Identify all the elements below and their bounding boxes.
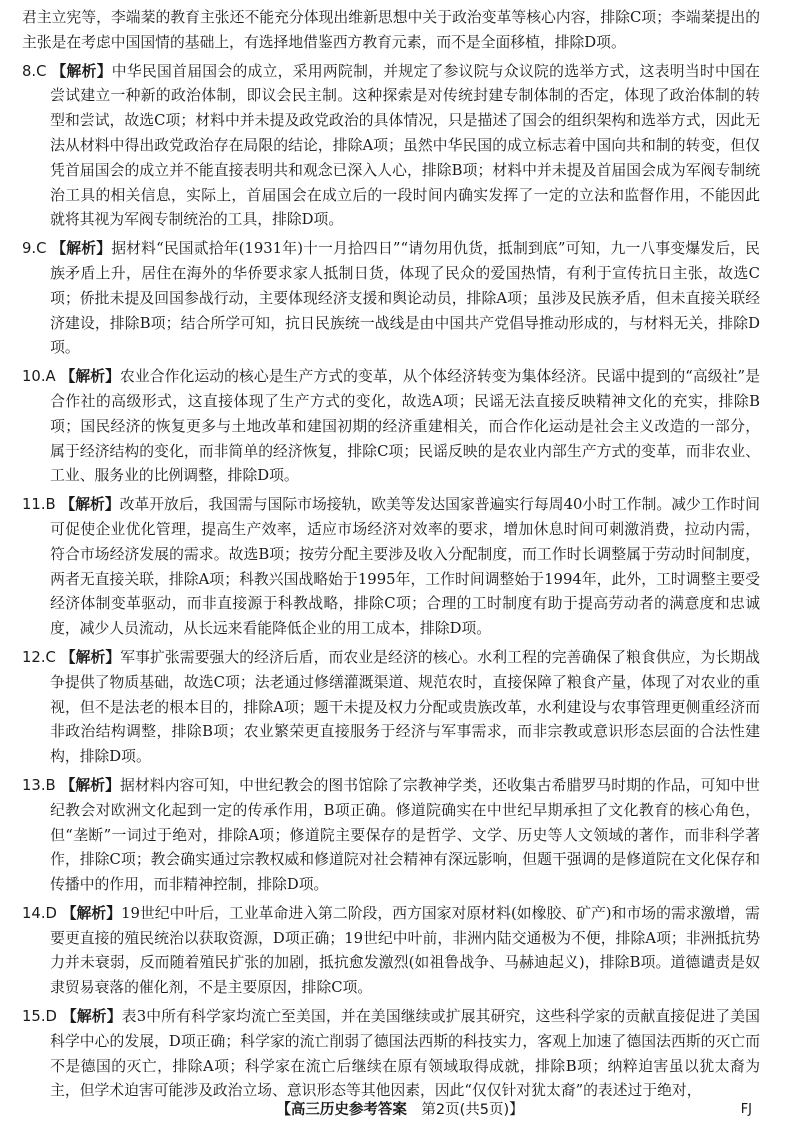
answer-letter: C <box>36 240 47 258</box>
answer-letter: B <box>45 776 56 794</box>
page-footer <box>0 1097 800 1123</box>
footer-code: FJ <box>740 1102 752 1117</box>
answer-letter: C <box>36 62 47 80</box>
answer-item <box>22 902 760 1001</box>
answer-item <box>22 1005 760 1104</box>
answer-paragraph <box>22 1005 760 1104</box>
answer-item <box>22 365 760 489</box>
question-number: 11. <box>22 496 46 514</box>
question-number: 9. <box>22 240 37 258</box>
footer-center <box>0 1097 800 1123</box>
analysis-text: 19世纪中叶后，工业革命进入第二阶段，西方国家对原材料(如橡胶、矿产)和市场的需求激增，需要更直接的殖民统治以获取资源，D项正确；19世纪中叶前，非洲内陆交通极为不便，排除A项；非洲抵抗势力并未衰弱，反而随着殖民扩张的加剧，抵抗愈发激烈(如祖鲁战争、马赫迪起义)，排除B项。道德谴责是奴隶贸易衰落的催化剂，不是主要原因，排除C项。 <box>50 904 760 997</box>
question-number: 14. <box>22 904 46 922</box>
question-number: 10. <box>22 368 46 386</box>
analysis-tag: 【解析】 <box>60 496 120 514</box>
analysis-text: 据材料“民国贰拾年(1931年)十一月拾四日”“请勿用仇货，抵制到底”可知，九一八事变爆发后，民族矛盾上升，居住在海外的华侨要求家人抵制日货，体现了民众的爱国热情，有利于宣传抗日主张，故选C项；侨批未提及回国参战行动，主要体现经济支援和舆论动员，排除A项；虽涉及民族矛盾，但未直接关联经济建设，排除B项；结合所学可知，抗日民族统一战线是由中国共产党倡导推动形成的，与材料无关，排除D项。 <box>50 240 760 357</box>
analysis-tag: 【解析】 <box>60 368 120 386</box>
question-number: 12. <box>22 648 46 666</box>
analysis-text: 表3中所有科学家均流亡至美国，并在美国继续或扩展其研究，这些科学家的贡献直接促进了美国科学中心的发展，D项正确；科学家的流亡削弱了德国法西斯的科技实力，客观上加速了德国法西斯的灭亡而不是德国的灭亡，排除A项；科学家在流亡后继续在原有领域取得成就，排除B项；纳粹迫害虽以犹太裔为主，但学术迫害可能涉及政治立场、意识形态等其他因素，因此“仅仅针对犹太裔”的表述过于绝对， <box>50 1008 760 1100</box>
question-number: 8. <box>22 62 37 80</box>
answer-paragraph <box>22 774 760 898</box>
answer-paragraph <box>22 365 760 489</box>
answer-item <box>22 646 760 770</box>
answer-item <box>22 774 760 898</box>
answer-letter: D <box>45 904 57 922</box>
answer-letter: A <box>45 368 56 386</box>
answer-paragraph <box>22 493 760 642</box>
answer-item <box>22 60 760 234</box>
analysis-tag: 【解析】 <box>61 1008 122 1026</box>
footer-title: 【高三历史参考答案 <box>276 1102 407 1118</box>
footer-page-number: 第2页(共5页)】 <box>421 1102 524 1118</box>
answer-paragraph <box>22 237 760 361</box>
analysis-tag: 【解析】 <box>61 904 122 922</box>
analysis-tag: 【解析】 <box>51 240 112 258</box>
analysis-text: 改革开放后，我国需与国际市场接轨，欧美等发达国家普遍实行每周40小时工作制。减少工作时间可促使企业优化管理，提高生产效率，适应市场经济对效率的要求，增加休息时间可刺激消费，拉动内需，符合市场经济发展的需求。故选B项；按劳分配主要涉及收入分配制度，而工作时长调整属于劳动时间制度，两者无直接关联，排除A项；科教兴国战略始于1995年，工作时间调整始于1994年，此外，工时调整主要受经济体制变革驱动，而非直接源于科教战略，排除C项；合理的工时制度有助于提高劳动者的满意度和忠诚度，减少人员流动，从长远来看能降低企业的用工成本，排除D项。 <box>50 496 760 638</box>
answer-letter: B <box>45 496 56 514</box>
answer-paragraph <box>22 646 760 770</box>
analysis-text: 中华民国首届国会的成立，采用两院制，并规定了参议院与众议院的选举方式，这表明当时中国在尝试建立一种新的政治体制，即议会民主制。这种探索是对传统封建专制体制的否定，体现了政治体制的转型和尝试，故选C项；材料中并未提及政党政治的具体情况，只是描述了国会的组织架构和选举方式，因此无法从材料中得出政党政治存在局限的结论，排除A项；虽然中华民国的成立标志着中国向共和制的转变，但仅凭首届国会的成立并不能直接表明共和观念已深入人心，排除B项；材料中并未提及首届国会成为军阀专制统治工具的相关信息，实际上，首届国会在成立后的一段时间内确实发挥了一定的立法和监督作用，不能因此就将其视为军阀专制统治的工具，排除D项。 <box>50 62 760 229</box>
intro-paragraph: 君主立宪等，李端棻的教育主张还不能充分体现出维新思想中关于政治变革等核心内容，排除C项；李端棻提出的主张是在考虑中国国情的基础上，有选择地借鉴西方教育元素，而不是全面移植，排除D项。 <box>22 9 760 51</box>
answer-content <box>22 6 760 1104</box>
question-number: 13. <box>22 776 46 794</box>
analysis-text: 军事扩张需要强大的经济后盾，而农业是经济的核心。水利工程的完善确保了粮食供应，为长期战争提供了物质基础，故选C项；法老通过修缮灌溉渠道、规范农时，直接保障了粮食产量，体现了对农业的重视，但不是法老的根本目的，排除A项；题干未提及权力分配或贵族改革，水利建设与农事管理更侧重经济而非政治结构调整，排除B项；农业繁荣更直接服务于经济与军事需求，而非宗教或意识形态层面的合法性建构，排除D项。 <box>50 648 760 766</box>
question-number: 15. <box>22 1008 46 1026</box>
answer-item <box>22 493 760 642</box>
analysis-tag: 【解析】 <box>60 648 121 666</box>
answer-item <box>22 237 760 361</box>
answer-letter: C <box>45 648 56 666</box>
answer-paragraph <box>22 902 760 1001</box>
analysis-text: 农业合作化运动的核心是生产方式的变革，从个体经济转变为集体经济。民谣中提到的“高级社”是合作社的高级形式，这直接体现了生产方式的变化，故选A项；民谣无法直接反映精神文化的充实，排除B项；国民经济的恢复更多与土地改革和建国初期的经济重建相关，而合作化运动是社会主义改造的一部分，属于经济结构的变化，而非简单的经济恢复，排除C项；民谣反映的是农业内部生产方式的变革，而非农业、工业、服务业的比例调整，排除D项。 <box>50 368 760 485</box>
answer-paragraph <box>22 60 760 234</box>
analysis-text: 据材料内容可知，中世纪教会的图书馆除了宗教神学类，还收集古希腊罗马时期的作品，可知中世纪教会对欧洲文化起到一定的传承作用，B项正确。修道院确实在中世纪早期承担了文化教育的核心角色，但“垄断”一词过于绝对，排除A项；修道院主要保存的是哲学、文学、历史等人文领域的著作，而非科学著作，排除C项；教会确实通过宗教权威和修道院对社会精神有深远影响，但题干强调的是修道院在文化保存和传播中的作用，而非精神控制，排除D项。 <box>50 776 760 894</box>
analysis-tag: 【解析】 <box>51 62 112 80</box>
analysis-tag: 【解析】 <box>60 776 121 794</box>
answer-letter: D <box>45 1008 57 1026</box>
